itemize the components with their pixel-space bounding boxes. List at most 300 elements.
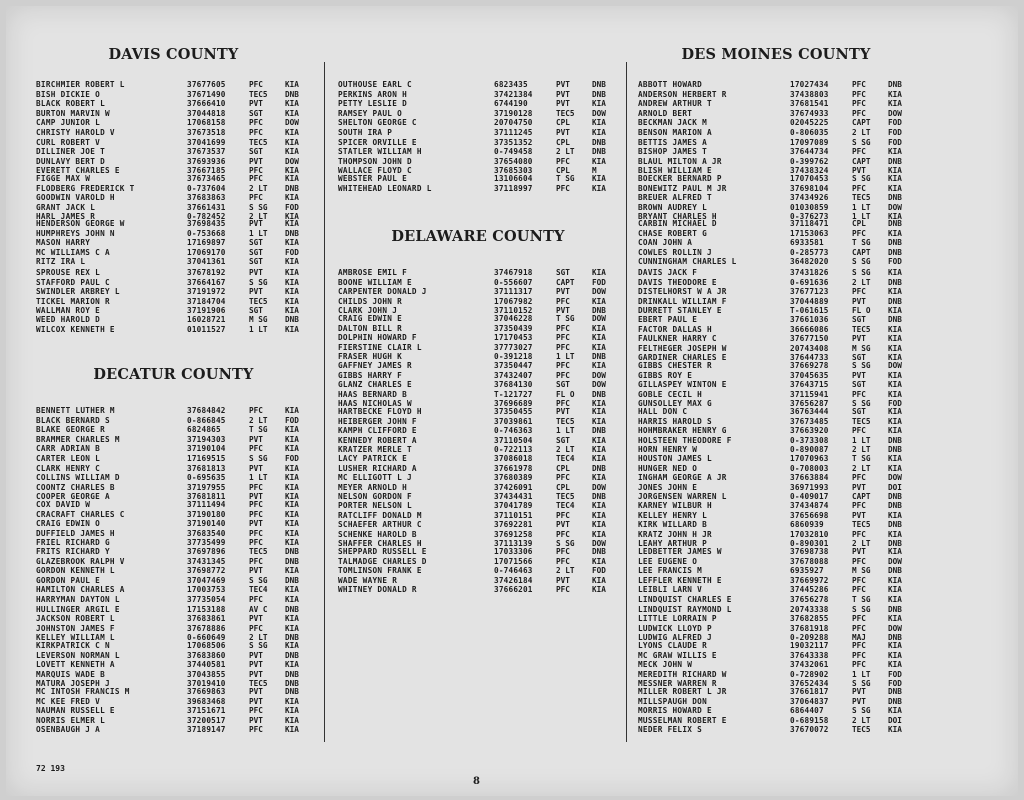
rank: PFC bbox=[852, 641, 866, 650]
roster-row bbox=[338, 90, 618, 100]
roster-group bbox=[638, 501, 914, 549]
serial-number: 37041699 bbox=[187, 137, 226, 147]
roster-group bbox=[638, 407, 914, 455]
roster-row bbox=[638, 109, 914, 119]
status-code: KIA bbox=[888, 89, 902, 99]
status-code: DNB bbox=[888, 492, 902, 501]
roster-group bbox=[638, 595, 914, 643]
soldier-name: AMBROSE EMIL F bbox=[338, 268, 407, 277]
status-code: FOD bbox=[888, 669, 902, 679]
status-code: DNB bbox=[285, 228, 299, 238]
serial-number: 37113139 bbox=[494, 539, 533, 548]
status-code: KIA bbox=[592, 99, 606, 108]
roster-row bbox=[36, 193, 311, 203]
rank: PVT bbox=[556, 80, 570, 89]
soldier-name: BIRCHMIER ROBERT L bbox=[36, 80, 125, 89]
status-code: DNB bbox=[888, 604, 902, 614]
roster-row bbox=[338, 80, 618, 90]
roster-row bbox=[638, 687, 914, 697]
serial-number: 37421384 bbox=[494, 89, 533, 99]
soldier-name: HEIBERGER JOHN F bbox=[338, 416, 417, 426]
roster-group bbox=[36, 454, 311, 502]
status-code: KIA bbox=[285, 277, 299, 287]
soldier-name: GILLASPEY WINTON E bbox=[638, 380, 727, 389]
soldier-name: COONTZ CHARLES B bbox=[36, 482, 115, 492]
soldier-name: CURL ROBERT V bbox=[36, 137, 101, 147]
serial-number: 37671490 bbox=[187, 89, 226, 99]
rank: PVT bbox=[249, 696, 263, 706]
serial-number: 37685303 bbox=[494, 166, 533, 175]
serial-number: 37184704 bbox=[187, 296, 226, 306]
status-code: KIA bbox=[285, 519, 299, 528]
serial-number: 37431345 bbox=[187, 556, 226, 566]
status-code: KIA bbox=[592, 323, 606, 333]
serial-number: 0-728902 bbox=[790, 669, 829, 679]
roster-row bbox=[36, 278, 311, 288]
serial-number: 6744190 bbox=[494, 99, 528, 108]
status-code: KIA bbox=[888, 650, 902, 660]
serial-number: 0-746463 bbox=[494, 566, 533, 575]
serial-number: 0-737604 bbox=[187, 183, 226, 193]
soldier-name: BREUER ALFRED T bbox=[638, 193, 712, 202]
serial-number: 37663884 bbox=[790, 473, 829, 482]
serial-number: 37434926 bbox=[790, 193, 829, 202]
soldier-name: DOLPHIN HOWARD F bbox=[338, 333, 417, 342]
status-code: DNB bbox=[592, 306, 606, 315]
roster-row bbox=[638, 436, 914, 446]
soldier-name: RITZ IRA L bbox=[36, 257, 86, 266]
roster-row bbox=[338, 138, 618, 148]
rank: PVT bbox=[852, 510, 866, 520]
roster-row bbox=[36, 416, 311, 426]
serial-number: 37467918 bbox=[494, 268, 533, 277]
status-code: KIA bbox=[592, 118, 606, 127]
serial-number: 37043855 bbox=[187, 669, 226, 679]
roster-group bbox=[36, 641, 311, 689]
serial-number: 17170453 bbox=[494, 333, 533, 342]
soldier-name: WALLMAN ROY E bbox=[36, 306, 101, 315]
status-code: KIA bbox=[592, 501, 606, 510]
serial-number: 37111494 bbox=[187, 500, 226, 509]
roster-row bbox=[638, 520, 914, 530]
roster-row bbox=[36, 519, 311, 529]
roster-row bbox=[36, 435, 311, 445]
roster-row bbox=[36, 257, 311, 267]
roster-row bbox=[638, 473, 914, 483]
roster-row bbox=[638, 501, 914, 511]
status-code: KIA bbox=[888, 416, 902, 426]
soldier-name: CRACRAFT CHARLES C bbox=[36, 509, 125, 519]
roster-row bbox=[36, 219, 311, 229]
roster-row bbox=[36, 174, 311, 184]
soldier-name: COAN JOHN A bbox=[638, 238, 693, 247]
serial-number: 37669278 bbox=[790, 361, 829, 370]
status-code: DOW bbox=[888, 623, 902, 633]
roster-group bbox=[638, 547, 914, 595]
soldier-name: KELLEY HENRY L bbox=[638, 510, 707, 520]
rank: 1 LT bbox=[852, 669, 871, 679]
serial-number: 0-890087 bbox=[790, 445, 829, 454]
rank: PVT bbox=[852, 296, 866, 306]
rank: PFC bbox=[249, 174, 263, 183]
rank: PFC bbox=[249, 556, 263, 566]
rank: PFC bbox=[249, 118, 263, 127]
status-code: FOD bbox=[285, 454, 299, 463]
rank: TEC5 bbox=[852, 725, 871, 734]
serial-number: 17068158 bbox=[187, 118, 226, 127]
serial-number: 17071566 bbox=[494, 556, 533, 566]
soldier-name: BROWN AUDREY L bbox=[638, 202, 707, 212]
status-code: KIA bbox=[592, 435, 606, 445]
status-code: KIA bbox=[285, 595, 299, 604]
soldier-name: FLODBERG FREDERICK T bbox=[36, 183, 135, 193]
rank: CAPT bbox=[852, 247, 871, 257]
serial-number: 0-806035 bbox=[790, 128, 829, 137]
rank: PVT bbox=[556, 287, 570, 296]
status-code: KIA bbox=[888, 614, 902, 623]
roster-row bbox=[338, 118, 618, 128]
status-code: DOI bbox=[888, 482, 902, 492]
roster-group bbox=[36, 174, 311, 222]
rank: PFC bbox=[852, 614, 866, 623]
serial-number: 37643715 bbox=[790, 380, 829, 389]
roster-row bbox=[638, 566, 914, 576]
soldier-name: HUNGER NED O bbox=[638, 463, 698, 473]
status-code: DNB bbox=[888, 566, 902, 575]
soldier-name: LYONS CLAUDE R bbox=[638, 641, 707, 650]
soldier-name: WEBSTER PAUL E bbox=[338, 174, 407, 183]
rank: S SG bbox=[852, 604, 871, 614]
rank: PVT bbox=[852, 370, 866, 380]
roster-row bbox=[338, 109, 618, 119]
roster-row bbox=[638, 203, 914, 213]
status-code: FOD bbox=[888, 399, 902, 408]
status-code: DNB bbox=[888, 315, 902, 324]
status-code: DOW bbox=[888, 473, 902, 482]
roster-row bbox=[36, 157, 311, 167]
serial-number: 6933581 bbox=[790, 238, 824, 247]
status-code: KIA bbox=[592, 520, 606, 529]
status-code: KIA bbox=[592, 407, 606, 416]
status-code: DOW bbox=[888, 361, 902, 370]
rank: MAJ bbox=[852, 633, 866, 642]
roster-row bbox=[338, 585, 618, 595]
rank: PFC bbox=[249, 528, 263, 538]
soldier-name: KENNEDY ROBERT A bbox=[338, 435, 417, 445]
roster-group bbox=[638, 687, 914, 735]
serial-number: 37044818 bbox=[187, 108, 226, 118]
rank: PFC bbox=[852, 623, 866, 633]
serial-number: 37431826 bbox=[790, 268, 829, 277]
rank: PFC bbox=[852, 660, 866, 669]
status-code: KIA bbox=[592, 445, 606, 454]
roster-row bbox=[638, 464, 914, 474]
soldier-name: DRINKALL WILLIAM F bbox=[638, 296, 727, 306]
soldier-name: GRANT JACK L bbox=[36, 202, 96, 212]
serial-number: 37190140 bbox=[187, 519, 226, 528]
status-code: DOI bbox=[888, 715, 902, 725]
roster-row bbox=[638, 344, 914, 354]
serial-number: 37677150 bbox=[790, 334, 829, 343]
roster-row bbox=[638, 257, 914, 267]
status-code: DOW bbox=[592, 380, 606, 389]
roster-row bbox=[338, 324, 618, 334]
serial-number: 37670072 bbox=[790, 725, 829, 734]
roster-row bbox=[338, 297, 618, 307]
roster-row bbox=[638, 417, 914, 427]
soldier-name: FELTHEGER JOSEPH W bbox=[638, 343, 727, 353]
soldier-name: KIRK WILLARD B bbox=[638, 520, 707, 529]
serial-number: 0-746363 bbox=[494, 426, 533, 435]
soldier-name: HARTBECKE FLOYD H bbox=[338, 407, 422, 416]
soldier-name: SPICER ORVILLE E bbox=[338, 137, 417, 147]
soldier-name: HARRYMAN DAYTON L bbox=[36, 595, 120, 604]
soldier-name: MC GRAW WILLIS E bbox=[638, 650, 717, 660]
county-heading: DELAWARE COUNTY bbox=[391, 228, 565, 245]
status-code: DNB bbox=[592, 137, 606, 147]
roster-row bbox=[338, 287, 618, 297]
roster-row bbox=[36, 325, 311, 335]
soldier-name: BRAMMER CHARLES M bbox=[36, 434, 120, 444]
soldier-name: ANDERSON HERBERT R bbox=[638, 89, 727, 99]
soldier-name: BECKMAN JACK M bbox=[638, 118, 707, 127]
rank: PFC bbox=[852, 183, 866, 193]
soldier-name: HARL JAMES R bbox=[36, 212, 96, 221]
status-code: KIA bbox=[888, 334, 902, 343]
status-code: DNB bbox=[888, 193, 902, 202]
soldier-name: HARRIS HAROLD S bbox=[638, 416, 712, 426]
rank: PFC bbox=[249, 725, 263, 734]
soldier-name: LOVETT KENNETH A bbox=[36, 660, 115, 669]
roster-row bbox=[638, 547, 914, 557]
roster-row bbox=[338, 278, 618, 288]
serial-number: 37190180 bbox=[187, 509, 226, 519]
status-code: KIA bbox=[285, 324, 299, 334]
rank: PVT bbox=[852, 696, 866, 706]
serial-number: 37773027 bbox=[494, 342, 533, 352]
rank: M SG bbox=[249, 315, 268, 324]
serial-number: 37673518 bbox=[187, 128, 226, 137]
status-code: KIA bbox=[888, 575, 902, 585]
serial-number: 37698435 bbox=[187, 219, 226, 228]
rank: PVT bbox=[852, 334, 866, 343]
serial-number: 37440581 bbox=[187, 660, 226, 669]
roster-row bbox=[36, 128, 311, 138]
roster-row bbox=[338, 436, 618, 446]
soldier-name: HUMPHREYS JOHN N bbox=[36, 228, 115, 238]
soldier-name: PERKINS ARON H bbox=[338, 89, 407, 99]
status-code: KIA bbox=[285, 268, 299, 277]
soldier-name: HOHMBRAKER HENRY G bbox=[638, 426, 727, 435]
rank: S SG bbox=[852, 706, 871, 715]
soldier-name: WILCOX KENNETH E bbox=[36, 324, 115, 334]
serial-number: 37434874 bbox=[790, 501, 829, 510]
roster-row bbox=[36, 595, 311, 605]
status-code: DNB bbox=[888, 696, 902, 706]
roster-row bbox=[638, 483, 914, 493]
status-code: DOW bbox=[285, 118, 299, 127]
serial-number: 37110152 bbox=[494, 306, 533, 315]
status-code: DNB bbox=[888, 501, 902, 510]
serial-number: 0-708003 bbox=[790, 463, 829, 473]
soldier-name: JONES JOHN E bbox=[638, 482, 698, 492]
rank: PVT bbox=[556, 128, 570, 137]
serial-number: 0-722113 bbox=[494, 445, 533, 454]
serial-number: 37046228 bbox=[494, 314, 533, 323]
rank: 1 LT bbox=[852, 435, 871, 445]
soldier-name: HAMILTON CHARLES A bbox=[36, 585, 125, 594]
serial-number: 6935927 bbox=[790, 566, 824, 575]
rank: PFC bbox=[852, 426, 866, 435]
status-code: KIA bbox=[285, 463, 299, 473]
serial-number: 37644734 bbox=[790, 147, 829, 156]
rank: PFC bbox=[556, 156, 570, 166]
status-code: KIA bbox=[888, 99, 902, 108]
status-code: KIA bbox=[285, 614, 299, 623]
status-code: KIA bbox=[592, 174, 606, 183]
roster-row bbox=[638, 287, 914, 297]
roster-group bbox=[36, 80, 311, 128]
soldier-name: BETTIS JAMES A bbox=[638, 137, 707, 147]
rank: PFC bbox=[852, 575, 866, 585]
status-code: KIA bbox=[285, 219, 299, 228]
status-code: KIA bbox=[888, 174, 902, 183]
rank: TEC5 bbox=[556, 108, 575, 118]
roster-row bbox=[36, 90, 311, 100]
roster-row bbox=[36, 203, 311, 213]
soldier-name: GLANZ CHARLES E bbox=[338, 380, 412, 389]
soldier-name: BLAKE GEORGE R bbox=[36, 425, 105, 434]
soldier-name: MILLSPAUGH DON bbox=[638, 696, 707, 706]
rank: PFC bbox=[852, 501, 866, 510]
serial-number: 37652434 bbox=[790, 679, 829, 688]
rank: PVT bbox=[249, 287, 263, 296]
roster-group bbox=[638, 315, 914, 363]
status-code: KIA bbox=[888, 212, 902, 221]
rank: CPL bbox=[556, 137, 570, 147]
status-code: DNB bbox=[888, 633, 902, 642]
county-heading: DAVIS COUNTY bbox=[108, 46, 239, 63]
serial-number: 37194303 bbox=[187, 434, 226, 444]
rank: 1 LT bbox=[556, 352, 575, 361]
soldier-name: MEYER ARNOLD H bbox=[338, 482, 407, 492]
soldier-name: CARPENTER DONALD J bbox=[338, 287, 427, 296]
serial-number: 36666086 bbox=[790, 324, 829, 334]
roster-row bbox=[638, 454, 914, 464]
soldier-name: LACY PATRICK E bbox=[338, 454, 407, 463]
roster-row bbox=[638, 90, 914, 100]
status-code: KIA bbox=[285, 80, 299, 89]
status-code: KIA bbox=[888, 166, 902, 175]
roster-row bbox=[338, 520, 618, 530]
status-code: DNB bbox=[285, 687, 299, 696]
serial-number: 37661431 bbox=[187, 202, 226, 212]
roster-row bbox=[338, 157, 618, 167]
serial-number: 37673465 bbox=[187, 174, 226, 183]
serial-number: 36971993 bbox=[790, 482, 829, 492]
serial-number: 37683540 bbox=[187, 528, 226, 538]
status-code: KIA bbox=[592, 268, 606, 277]
status-code: DOW bbox=[888, 202, 902, 212]
soldier-name: LUDWIG ALFRED J bbox=[638, 633, 712, 642]
rank: TEC5 bbox=[249, 547, 268, 556]
serial-number: 37684842 bbox=[187, 406, 226, 415]
roster-row bbox=[638, 99, 914, 109]
serial-number: 0-399762 bbox=[790, 156, 829, 166]
rank: 2 LT bbox=[556, 147, 575, 156]
rank: PFC bbox=[556, 361, 570, 370]
serial-number: 37692281 bbox=[494, 520, 533, 529]
roster-row bbox=[638, 325, 914, 335]
status-code: KIA bbox=[285, 444, 299, 453]
rank: 2 LT bbox=[852, 539, 871, 548]
roster-group bbox=[36, 406, 311, 454]
serial-number: 37684130 bbox=[494, 380, 533, 389]
status-code: KIA bbox=[285, 585, 299, 594]
serial-number: 37350455 bbox=[494, 407, 533, 416]
rank: TEC4 bbox=[556, 454, 575, 463]
rank: PFC bbox=[249, 706, 263, 715]
serial-number: T-061615 bbox=[790, 306, 829, 315]
rank: SGT bbox=[852, 353, 866, 362]
rank: SGT bbox=[249, 257, 263, 266]
status-code: FOD bbox=[592, 566, 606, 575]
rank: PFC bbox=[852, 529, 866, 539]
roster-row bbox=[36, 687, 311, 697]
rank: PFC bbox=[249, 482, 263, 492]
status-code: KIA bbox=[888, 353, 902, 362]
roster-row bbox=[36, 454, 311, 464]
roster-row bbox=[338, 426, 618, 436]
soldier-name: HENDERSON GEORGE W bbox=[36, 219, 125, 228]
roster-row bbox=[338, 511, 618, 521]
soldier-name: MC KEE FRED V bbox=[36, 696, 101, 706]
roster-group bbox=[638, 268, 914, 316]
rank: PFC bbox=[249, 128, 263, 137]
roster-row bbox=[36, 500, 311, 510]
roster-group bbox=[338, 407, 618, 455]
status-code: DNB bbox=[888, 238, 902, 247]
status-code: KIA bbox=[285, 425, 299, 434]
soldier-name: MATURA JOSEPH J bbox=[36, 679, 110, 688]
status-code: KIA bbox=[888, 463, 902, 473]
roster-group bbox=[36, 687, 311, 735]
rank: PFC bbox=[249, 500, 263, 509]
roster-row bbox=[36, 138, 311, 148]
roster-row bbox=[638, 138, 914, 148]
status-code: KIA bbox=[888, 585, 902, 594]
roster-row bbox=[638, 716, 914, 726]
soldier-name: GUNSOLLEY MAX G bbox=[638, 399, 712, 408]
serial-number: 37118997 bbox=[494, 183, 533, 193]
status-code: DNB bbox=[285, 633, 299, 642]
rank: PVT bbox=[556, 520, 570, 529]
soldier-name: LEAHY ARTHUR P bbox=[638, 539, 707, 548]
roster-row bbox=[36, 716, 311, 726]
soldier-name: JORGENSEN WARREN L bbox=[638, 492, 727, 501]
roster-row bbox=[338, 566, 618, 576]
soldier-name: KAMPH CLIFFORD E bbox=[338, 426, 417, 435]
rank: 2 LT bbox=[852, 445, 871, 454]
status-code: KIA bbox=[592, 575, 606, 585]
roster-row bbox=[338, 184, 618, 194]
rank: SGT bbox=[556, 268, 570, 277]
soldier-name: GORDON PAUL E bbox=[36, 575, 101, 585]
serial-number: 37432407 bbox=[494, 370, 533, 380]
rank: T SG bbox=[852, 454, 871, 463]
roster-row bbox=[638, 361, 914, 371]
status-code: KIA bbox=[888, 306, 902, 315]
